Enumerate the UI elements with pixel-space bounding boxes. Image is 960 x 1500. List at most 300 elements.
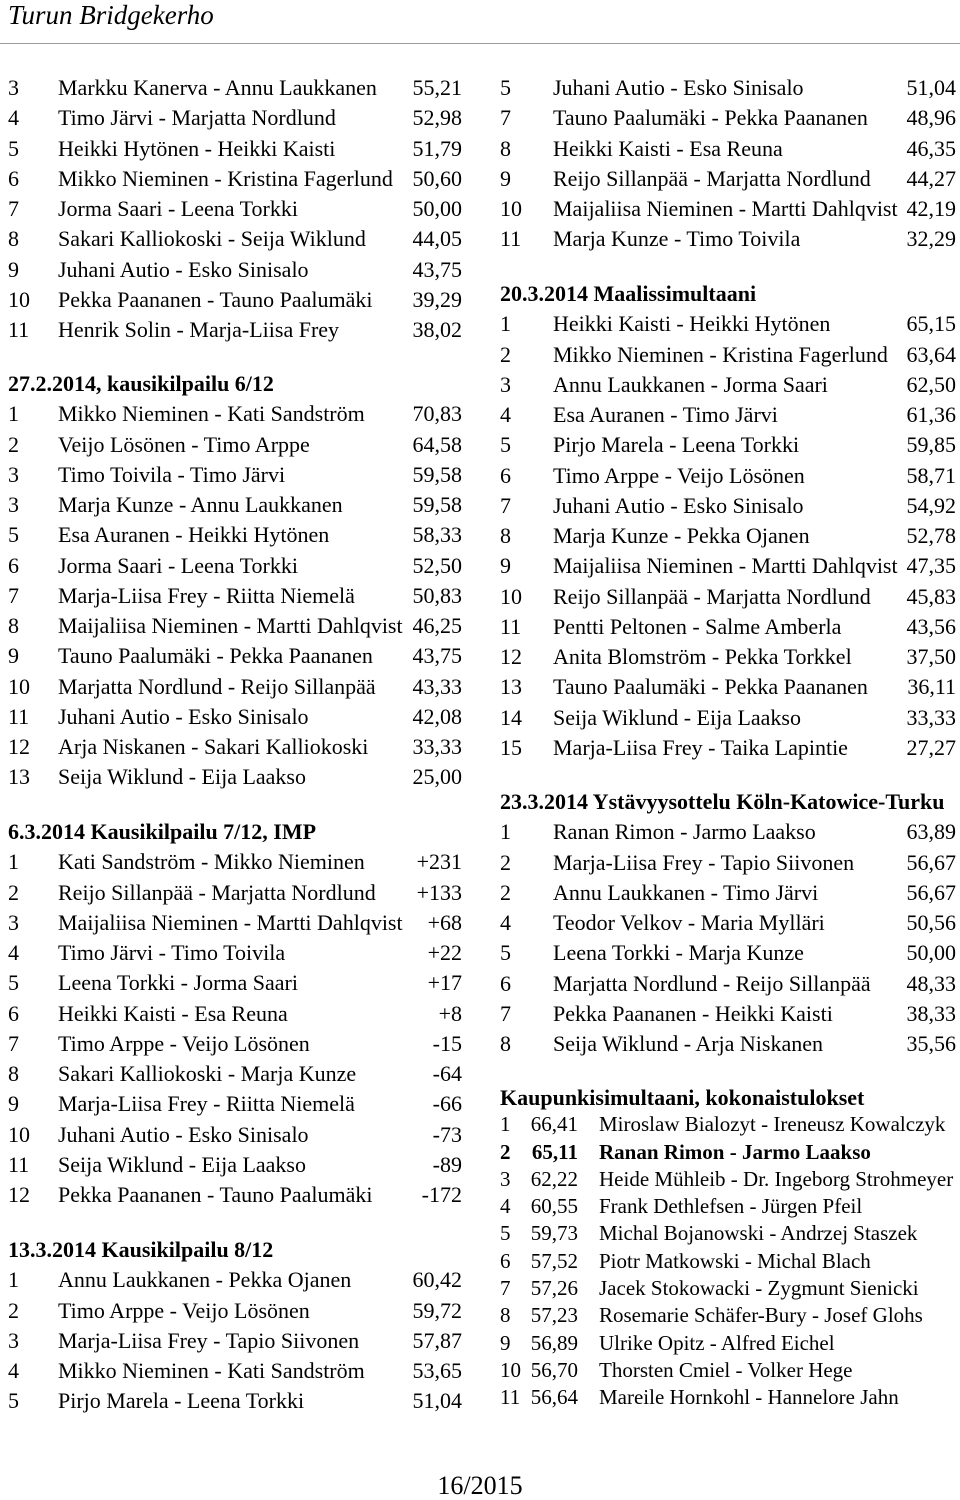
pair-score: 43,56 [906,613,956,639]
pair-score: 27,27 [906,734,956,760]
results-kausikilpailu-6 [8,369,462,793]
rank-number: 8 [500,135,511,161]
section-heading: 27.2.2014, kausikilpailu 6/12 [8,371,274,396]
result-row [500,703,956,733]
rank-number: 9 [500,165,511,191]
rank-number: 5 [500,75,511,100]
result-row [8,908,462,938]
result-row [8,1089,462,1119]
result-row [500,1330,956,1357]
pair-names: Heikki Kaisti - Esa Reuna [58,1000,288,1026]
rank-number: 10 [500,1357,521,1382]
pair-score: 43,75 [412,643,462,669]
section-heading: 23.3.2014 Ystävyysottelu Köln-Katowice-Turku [500,789,945,814]
result-row [500,1139,956,1166]
pair-score: 54,92 [906,492,956,518]
result-row [8,1356,462,1386]
rank-number: 4 [8,105,19,131]
rank-number: 3 [8,1327,19,1353]
rank-number: 7 [500,1000,511,1026]
pair-score: 53,65 [412,1358,462,1383]
result-row [8,672,462,702]
pair-names: Pirjo Marela - Leena Torkki [58,1388,305,1414]
pair-score: 56,64 [530,1385,578,1410]
pair-names: Jorma Saari - Leena Torkki [58,196,298,221]
pair-names: Mareile Hornkohl - Hannelore Jahn [599,1385,899,1410]
pair-names: Maijaliisa Nieminen - Martti Dahlqvist [58,909,403,935]
pair-names: Juhani Autio - Esko Sinisalo [58,703,309,729]
result-row [8,164,462,194]
result-row [500,73,956,103]
rank-number: 2 [8,431,19,457]
pair-names: Ranan Rimon - Jarmo Laakso [553,819,816,845]
pair-names: Michal Bojanowski - Andrzej Staszek [599,1221,918,1246]
rank-number: 12 [8,1182,30,1207]
result-row [500,817,956,847]
result-row [500,430,956,460]
rank-number: 11 [8,1151,30,1177]
result-rows [500,309,956,763]
pair-names: Arja Niskanen - Sakari Kalliokoski [58,734,369,759]
pair-score: 42,08 [412,703,462,729]
pair-score: 33,33 [906,704,956,730]
pair-score: 38,33 [906,1000,956,1026]
section-heading: 13.3.2014 Kausikilpailu 8/12 [8,1237,274,1262]
pair-score: 50,83 [412,582,462,608]
result-row [8,103,462,133]
result-row [8,1120,462,1150]
pair-score: 57,26 [530,1276,578,1301]
section-heading: 20.3.2014 Maalissimultaani [500,281,757,306]
pair-score: 56,89 [530,1330,578,1355]
result-row [8,430,462,460]
result-row [8,1326,462,1356]
result-row [8,702,462,732]
pair-score: 50,00 [906,940,956,966]
pair-names: Reijo Sillanpää - Marjatta Nordlund [58,879,376,905]
pair-names: Pentti Peltonen - Salme Amberla [553,613,842,639]
results-continued-left [8,73,462,345]
pair-names: Sakari Kalliokoski - Marja Kunze [58,1061,357,1086]
result-row [500,400,956,430]
pair-score: -64 [432,1061,462,1086]
result-row [8,1296,462,1326]
result-row [8,551,462,581]
pair-score: -66 [432,1091,462,1117]
rank-number: 12 [8,734,30,759]
pair-names: Marja-Liisa Frey - Tapio Siivonen [58,1327,360,1353]
rank-number: 15 [500,734,522,760]
rank-number: 5 [500,432,511,458]
rank-number: 8 [500,1303,511,1328]
result-row [500,1111,956,1138]
rank-number: 8 [8,226,19,252]
pair-score: 46,35 [906,135,956,161]
result-row [8,1180,462,1210]
rank-number: 7 [500,105,511,131]
page-number: 16/2015 [437,1471,523,1500]
rank-number: 9 [500,553,511,579]
pair-score: 52,78 [906,523,956,548]
results-continued-right [500,73,956,255]
pair-score: 59,85 [906,432,956,458]
result-row [500,194,956,224]
rank-number: 11 [500,1385,521,1410]
rank-number: 2 [8,879,19,905]
rank-number: 4 [8,1358,19,1383]
result-row [500,309,956,339]
result-row [8,224,462,254]
result-row [8,285,462,315]
rank-number: 1 [8,401,19,427]
result-row [500,1248,956,1275]
result-row [8,878,462,908]
rank-number: 1 [500,1112,511,1137]
result-row [500,908,956,938]
pair-names: Heikki Hytönen - Heikki Kaisti [58,135,336,161]
result-row [500,1193,956,1220]
result-row [8,460,462,490]
rank-number: 3 [8,492,19,517]
result-row [8,315,462,345]
pair-names: Jacek Stokowacki - Zygmunt Sienicki [599,1276,919,1301]
rank-number: 6 [8,165,19,191]
pair-score: -15 [432,1030,462,1056]
result-row [500,733,956,763]
rank-number: 3 [8,909,19,935]
pair-score: 33,33 [412,734,462,759]
pair-score: 52,50 [412,552,462,578]
pair-score: 55,21 [412,75,462,100]
rank-number: 5 [8,522,19,548]
result-row [8,641,462,671]
pair-names: Seija Wiklund - Eija Laakso [553,704,801,730]
pair-names: Marja-Liisa Frey - Riitta Niemelä [58,1091,355,1117]
pair-score: 58,71 [906,462,956,488]
pair-names: Marjatta Nordlund - Reijo Sillanpää [553,970,871,996]
rank-number: 13 [8,764,30,790]
pair-score: 44,27 [906,165,956,191]
result-row [500,1357,956,1384]
results-kausikilpailu-8 [8,1235,462,1417]
pair-score: 42,19 [906,196,956,221]
pair-score: +133 [416,879,462,905]
pair-score: 25,00 [412,764,462,790]
pair-names: Seija Wiklund - Arja Niskanen [553,1031,823,1056]
rank-number: 7 [8,196,19,221]
pair-names: Sakari Kalliokoski - Seija Wiklund [58,226,366,252]
rank-number: 14 [500,704,522,730]
pair-names: Mikko Nieminen - Kati Sandström [58,401,365,427]
pair-names: Jorma Saari - Leena Torkki [58,552,298,578]
result-row [500,1384,956,1411]
result-row [8,1386,462,1416]
result-row [500,672,956,702]
pair-score: 47,35 [906,553,956,579]
result-row [8,399,462,429]
pair-names: Reijo Sillanpää - Marjatta Nordlund [553,165,871,191]
rank-number: 9 [8,256,19,282]
pair-score: 60,55 [530,1194,578,1219]
pair-names: Maijaliisa Nieminen - Martti Dahlqvist [553,196,898,221]
pair-names: Timo Arppe - Veijo Lösönen [553,462,805,488]
pair-score: 43,33 [412,673,462,699]
results-maalissimultaani [500,279,956,763]
pair-score: +8 [438,1000,462,1026]
page-title: Turun Bridgekerho [8,0,214,30]
rank-number: 12 [500,644,522,669]
pair-score: 50,00 [412,196,462,221]
result-row [500,340,956,370]
pair-score: 48,33 [906,970,956,996]
pair-score: 39,29 [412,286,462,312]
pair-names: Timo Järvi - Timo Toivila [58,940,286,965]
rank-number: 7 [500,492,511,518]
pair-names: Seija Wiklund - Eija Laakso [58,764,306,790]
pair-names: Thorsten Cmiel - Volker Hege [599,1357,853,1382]
pair-score: 45,83 [906,583,956,609]
pair-score: 65,11 [531,1139,578,1164]
rank-number: 8 [8,613,19,638]
pair-names: Seija Wiklund - Eija Laakso [58,1151,306,1177]
pair-score: 59,58 [412,461,462,487]
pair-names: Timo Arppe - Veijo Lösönen [58,1297,310,1323]
rank-number: 11 [500,613,522,639]
result-row [500,551,956,581]
result-rows [8,1265,462,1416]
pair-score: -89 [432,1151,462,1177]
pair-score: 59,72 [412,1297,462,1323]
pair-names: Teodor Velkov - Maria Mylläri [553,910,825,935]
result-row [500,461,956,491]
result-rows [500,817,956,1059]
result-row [8,520,462,550]
pair-names: Marja Kunze - Annu Laukkanen [58,492,343,517]
rank-number: 6 [8,552,19,578]
rank-number: 5 [500,1221,511,1246]
result-row [8,762,462,792]
section-heading: Kaupunkisimultaani, kokonaistulokset [500,1085,865,1110]
rank-number: 2 [500,879,511,905]
pair-names: Annu Laukkanen - Pekka Ojanen [58,1267,352,1293]
pair-score: 51,04 [906,75,956,100]
result-row [500,642,956,672]
pair-names: Miroslaw Bialozyt - Ireneusz Kowalczyk [599,1112,946,1137]
pair-score: 46,25 [412,613,462,638]
rank-number: 6 [500,970,511,996]
result-row [8,490,462,520]
rank-number: 10 [500,196,522,221]
pair-score: 66,41 [530,1112,578,1137]
rank-number: 7 [500,1276,511,1301]
result-row [500,521,956,551]
rank-number: 6 [500,462,511,488]
pair-names: Timo Arppe - Veijo Lösönen [58,1030,310,1056]
result-rows [500,1111,956,1411]
pair-names: Ulrike Opitz - Alfred Eichel [599,1330,835,1355]
result-row [500,999,956,1029]
result-row [500,370,956,400]
rank-number: 5 [8,970,19,996]
rank-number: 4 [500,910,511,935]
pair-score: 35,56 [906,1031,956,1056]
rank-number: 1 [8,849,19,875]
pair-score: 43,75 [412,256,462,282]
pair-score: 38,02 [412,317,462,342]
pair-score: 64,58 [412,431,462,457]
pair-names: Marja-Liisa Frey - Taika Lapintie [553,734,848,760]
pair-score: 32,29 [906,226,956,252]
pair-names: Marja Kunze - Timo Toivila [553,226,801,252]
rank-number: 5 [8,1388,19,1414]
pair-names: Timo Toivila - Timo Järvi [58,461,286,487]
rank-number: 11 [8,317,30,342]
pair-score: 44,05 [412,226,462,252]
pair-score: 50,56 [906,910,956,935]
pair-names: Esa Auranen - Heikki Hytönen [58,522,330,548]
pair-score: +68 [427,909,462,935]
pair-score: 61,36 [906,402,956,427]
rank-number: 5 [500,940,511,966]
pair-score: 58,33 [412,522,462,548]
result-row [500,103,956,133]
pair-names: Mikko Nieminen - Kristina Fagerlund [58,165,393,191]
result-row [500,164,956,194]
pair-score: 50,60 [412,165,462,191]
pair-score: +231 [416,849,462,875]
rank-number: 8 [8,1061,19,1086]
result-row [8,73,462,103]
pair-names: Mikko Nieminen - Kati Sandström [58,1358,365,1383]
pair-names: Frank Dethlefsen - Jürgen Pfeil [599,1194,863,1219]
rank-number: 6 [500,1248,511,1273]
pair-score: 60,42 [412,1267,462,1293]
rank-number: 8 [500,523,511,548]
result-row [8,847,462,877]
pair-names: Reijo Sillanpää - Marjatta Nordlund [553,583,871,609]
result-row [500,1220,956,1247]
pair-score: +17 [427,970,462,996]
rank-number: 10 [8,673,30,699]
pair-names: Annu Laukkanen - Timo Järvi [553,879,819,905]
pair-names: Timo Järvi - Marjatta Nordlund [58,105,336,131]
rank-number: 10 [8,286,30,312]
pair-names: Henrik Solin - Marja-Liisa Frey [58,317,340,342]
rank-number: 3 [8,461,19,487]
result-rows [500,73,956,255]
pair-names: Marjatta Nordlund - Reijo Sillanpää [58,673,376,699]
pair-names: Tauno Paalumäki - Pekka Paananen [553,674,868,700]
pair-names: Heikki Kaisti - Esa Reuna [553,135,783,161]
result-rows [8,399,462,792]
pair-names: Heide Mühleib - Dr. Ingeborg Strohmeyer [599,1166,954,1191]
pair-names: Pekka Paananen - Tauno Paalumäki [58,286,373,312]
result-row [8,1265,462,1295]
rank-number: 11 [8,703,30,729]
result-row [8,255,462,285]
pair-names: Juhani Autio - Esko Sinisalo [553,75,804,100]
section-heading: 6.3.2014 Kausikilpailu 7/12, IMP [8,819,317,844]
pair-names: Heikki Kaisti - Heikki Hytönen [553,311,831,337]
rank-number: 3 [500,371,511,397]
pair-score: 57,52 [530,1248,578,1273]
pair-names: Piotr Matkowski - Michal Blach [599,1248,871,1273]
pair-names: Tauno Paalumäki - Pekka Paananen [58,643,373,669]
results-ystavyysottelu [500,787,956,1059]
pair-score: 52,98 [412,105,462,131]
pair-score: 56,67 [906,849,956,875]
result-row [500,491,956,521]
pair-score: 59,73 [530,1221,578,1246]
result-row [500,1166,956,1193]
rank-number: 1 [8,1267,19,1293]
rank-number: 11 [500,226,522,252]
rank-number: 2 [500,341,511,367]
pair-score: 70,83 [412,401,462,427]
result-row [500,134,956,164]
pair-score: 57,87 [412,1327,462,1353]
result-row [8,732,462,762]
rank-number: 2 [8,1297,19,1323]
result-row [8,134,462,164]
rank-number: 8 [500,1031,511,1056]
result-row [500,582,956,612]
pair-names: Pekka Paananen - Tauno Paalumäki [58,1182,373,1207]
pair-score: 51,04 [412,1388,462,1414]
result-row [8,581,462,611]
pair-names: Maijaliisa Nieminen - Martti Dahlqvist [58,613,403,638]
rank-number: 3 [8,75,19,100]
result-row [500,938,956,968]
pair-score: -172 [421,1182,462,1207]
results-kausikilpailu-7-imp [8,817,462,1210]
rank-number: 7 [8,1030,19,1056]
result-rows [8,847,462,1210]
pair-score: -73 [432,1121,462,1147]
result-rows [8,73,462,345]
pair-names: Maijaliisa Nieminen - Martti Dahlqvist [553,553,898,579]
rank-number: 3 [500,1166,511,1191]
pair-score: 62,50 [906,371,956,397]
rank-number: 2 [500,849,511,875]
pair-names: Markku Kanerva - Annu Laukkanen [58,75,377,100]
rank-number: 9 [8,643,19,669]
pair-names: Veijo Lösönen - Timo Arppe [58,431,310,457]
pair-names: Rosemarie Schäfer-Bury - Josef Glohs [599,1303,923,1328]
pair-names: Pirjo Marela - Leena Torkki [553,432,800,458]
pair-names: Marja Kunze - Pekka Ojanen [553,523,810,548]
pair-score: 62,22 [530,1166,578,1191]
pair-names: Mikko Nieminen - Kristina Fagerlund [553,341,888,367]
pair-score: 48,96 [906,105,956,131]
pair-names: Esa Auranen - Timo Järvi [553,402,778,427]
pair-names: Juhani Autio - Esko Sinisalo [58,1121,309,1147]
pair-score: 63,89 [906,819,956,845]
rank-number: 13 [500,674,522,700]
result-row [500,878,956,908]
pair-score: 57,23 [530,1303,578,1328]
rank-number: 1 [500,819,511,845]
pair-names: Marja-Liisa Frey - Tapio Siivonen [553,849,855,875]
pair-score: 36,11 [907,674,956,700]
header-divider [0,43,960,44]
rank-number: 9 [500,1330,511,1355]
result-row [500,224,956,254]
pair-score: 56,70 [530,1357,578,1382]
result-row [500,1275,956,1302]
pair-score: 56,67 [906,879,956,905]
pair-score: 59,58 [412,492,462,517]
